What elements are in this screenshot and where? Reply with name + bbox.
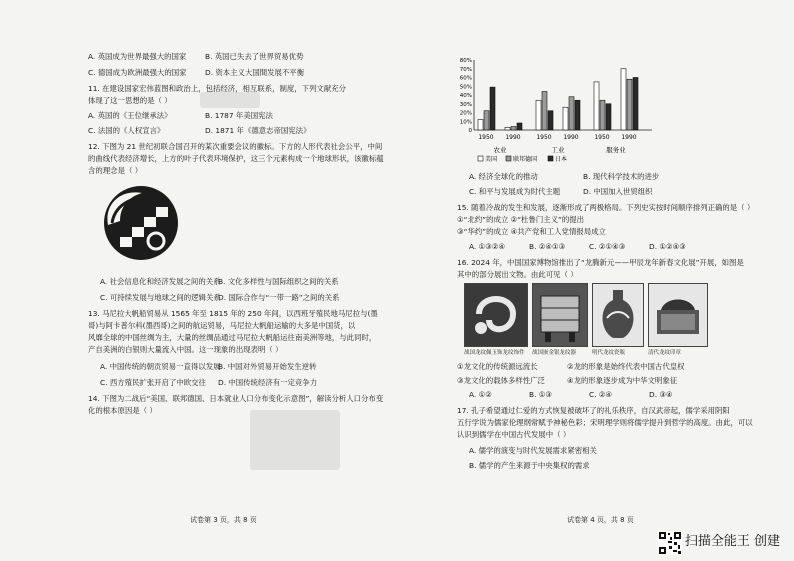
left-text-line: C. 可持续发展与地球之间的逻辑关系 bbox=[100, 293, 221, 302]
left-text-line: C. 法国的《人权宣言》 bbox=[88, 126, 165, 135]
bar-美国 bbox=[594, 82, 599, 130]
y-tick-label: 0 bbox=[468, 128, 472, 134]
bar-美国 bbox=[621, 69, 626, 130]
conference-logo bbox=[98, 183, 184, 263]
right-page-footer: 试卷第 4 页，共 8 页 bbox=[567, 516, 634, 524]
year-label: 1950 bbox=[594, 134, 610, 141]
artifact-image-seal bbox=[648, 283, 708, 347]
left-text-line: 化的根本原因是（ ） bbox=[88, 406, 157, 415]
right-text-line: C. ②④ bbox=[589, 390, 613, 399]
left-text-line: B. 中国对外贸易开始发生逆转 bbox=[218, 362, 317, 371]
scanner-watermark: 扫描全能王 创建 bbox=[684, 534, 780, 549]
y-tick-label: 70% bbox=[459, 66, 472, 73]
artifact-caption: 战国嵌金银龙纹器 bbox=[532, 350, 577, 356]
right-text-line: B. 儒学的产生来源于中央集权的需求 bbox=[469, 461, 590, 470]
right-text-line: 17. 孔子希望通过仁爱的方式恢复被破坏了的礼乐秩序，自汉武帝起，儒学采用阴阳 bbox=[457, 406, 730, 415]
right-text-line: 认识到儒学在中国古代发展中（ ） bbox=[457, 430, 571, 439]
left-text-line: D. 国际合作与“一带一路”之间的关系 bbox=[218, 293, 340, 302]
right-text-line: D. ①②④③ bbox=[649, 242, 686, 251]
y-tick-label: 30% bbox=[459, 101, 472, 108]
right-text-line: 16. 2024 年，中国国家博物馆推出了“龙腾新元——甲辰龙年新春文化展”开展，如图是 bbox=[457, 258, 744, 267]
group-label: 工业 bbox=[551, 146, 565, 154]
year-label: 1990 bbox=[621, 134, 637, 141]
year-label: 1990 bbox=[563, 134, 579, 141]
right-text-line: D. 中国加入世贸组织 bbox=[583, 187, 653, 196]
left-text-line: 产自美洲的白银则大量流入中国。这一现象的出现表明（ ） bbox=[88, 345, 283, 354]
right-text-line: 15. 随着冷战的发生和发展，逐渐形成了两极格局。下列史实按时间顺序排列正确的是（ ） bbox=[457, 203, 755, 212]
right-text-line: A. ①② bbox=[469, 390, 492, 399]
left-text-line: A. 英国成为世界最强大的国家 bbox=[88, 52, 187, 61]
artifact-image-jade bbox=[464, 283, 528, 347]
year-label: 1990 bbox=[505, 134, 521, 141]
bar-日本 bbox=[633, 78, 638, 131]
artifact-caption: 清代龙纹印章 bbox=[648, 350, 682, 356]
left-text-line: B. 1787 年美国宪法 bbox=[205, 111, 273, 120]
right-page bbox=[397, 0, 794, 561]
bar-日本 bbox=[490, 87, 495, 130]
left-text-line: 体现了这一思想的是（ ） bbox=[88, 96, 172, 105]
legend-swatch bbox=[478, 156, 483, 161]
left-text-line: 风靡全球的中国丝绸为主，大量的丝绸品通过马尼拉大帆船运往南美洲等地，与此同时， bbox=[88, 333, 377, 342]
right-text-line: D. ③④ bbox=[649, 390, 673, 399]
right-text-line: A. 经济全球化的推动 bbox=[469, 172, 538, 181]
right-text-line: ③“华约”的成立 ④共产党和工人党情报局成立 bbox=[457, 227, 606, 236]
left-text-line: A. 中国传统的朝贡贸易一直得以发展 bbox=[100, 362, 221, 371]
year-label: 1950 bbox=[478, 134, 494, 141]
bar-联邦德国 bbox=[542, 92, 547, 131]
y-tick-label: 50% bbox=[459, 84, 472, 91]
left-text-line: D. 中国传统经济有一定竞争力 bbox=[218, 378, 318, 387]
left-text-line: D. 1871 年《德意志帝国宪法》 bbox=[205, 126, 311, 135]
left-text-line: B. 文化多样性与国际组织之间的关系 bbox=[218, 277, 339, 286]
y-tick-label: 20% bbox=[459, 110, 472, 117]
y-tick-label: 40% bbox=[459, 93, 472, 99]
artifact-image-bronze bbox=[532, 283, 588, 347]
legend-label: 日本 bbox=[555, 156, 568, 162]
qr-code-icon bbox=[658, 531, 682, 555]
left-text-line: 12. 下图为 21 世纪初联合国召开的某次重要会议的徽标。下方的人形代表社会公平，中间 bbox=[88, 142, 383, 151]
right-text-line: ②龙的形象是始终代表中国古代皇权 bbox=[567, 362, 685, 371]
artifact-caption: 战国龙纹佩玉饰龙纹饰件 bbox=[464, 350, 525, 356]
bar-联邦德国 bbox=[600, 100, 605, 130]
group-label: 农业 bbox=[493, 146, 507, 154]
group-label: 服务业 bbox=[606, 146, 626, 154]
bar-联邦德国 bbox=[511, 127, 516, 131]
artifact-caption: 明代龙纹瓷瓶 bbox=[592, 350, 626, 356]
y-tick-label: 10% bbox=[459, 119, 472, 126]
left-text-line: A. 英国的《王位继承法》 bbox=[88, 111, 172, 120]
bar-日本 bbox=[517, 123, 522, 130]
bar-日本 bbox=[606, 104, 611, 130]
employment-bar-chart bbox=[452, 52, 652, 162]
year-label: 1950 bbox=[536, 134, 552, 141]
left-text-line: 13. 马尼拉大帆船贸易从 1565 年至 1815 年的 250 年间，以西班牙殖民地马尼拉与(墨 bbox=[88, 309, 378, 318]
right-text-line: 五行学说为儒家伦理纲常赋予神秘色彩；宋明理学则将儒学提升到哲学的高度。由此，可以 bbox=[457, 418, 753, 427]
left-text-line: D. 资本主义大国間发展不平衡 bbox=[205, 68, 305, 77]
bar-日本 bbox=[548, 111, 553, 130]
left-page-footer: 试卷第 3 页，共 8 页 bbox=[190, 516, 257, 524]
legend-label: 联邦德国 bbox=[513, 156, 538, 162]
bar-联邦德国 bbox=[627, 79, 632, 130]
right-text-line: C. ②①④③ bbox=[589, 242, 626, 251]
right-text-line: 其中的部分展出文物。由此可见（ ） bbox=[457, 270, 578, 279]
left-text-line: 哥)与阿卡普尔科(墨西哥)之间的航运贸易，马尼拉大帆船运输的大多是中国货，以 bbox=[88, 321, 356, 330]
left-text-line: 14. 下图为二战后“美国、联邦德国、日本就业人口分布变化示意图”，解读分析人口分布变 bbox=[88, 394, 384, 403]
legend-label: 美国 bbox=[485, 156, 498, 162]
left-text-line: A. 社会信息化和经济发展之间的关系 bbox=[100, 277, 221, 286]
right-text-line: ①龙文化的传统源远流长 bbox=[457, 362, 538, 371]
right-text-line: A. 儒学的演变与时代发展需求紧密相关 bbox=[469, 446, 597, 455]
left-text-line: 的曲线代表经济增长，上方的叶子代表环境保护，这三个元素构成一个地球形状，该徽标蕴 bbox=[88, 154, 384, 163]
right-text-line: B. 现代科学技术的进步 bbox=[583, 172, 660, 181]
left-text-line: C. 西方殖民扩张开启了中欧交往 bbox=[100, 378, 206, 387]
bar-日本 bbox=[575, 100, 580, 130]
right-text-line: ④龙的形象逐步成为中华文明象征 bbox=[567, 376, 678, 385]
right-text-line: ③龙文化的载体多样性广泛 bbox=[457, 376, 545, 385]
left-text-line: 含的理念是（ ） bbox=[88, 166, 143, 175]
right-text-line: B. ②④①③ bbox=[529, 242, 566, 251]
bar-联邦德国 bbox=[484, 111, 489, 130]
bar-美国 bbox=[505, 127, 510, 130]
right-text-line: B. ①③ bbox=[529, 390, 553, 399]
legend-swatch bbox=[506, 156, 511, 161]
right-text-line: ①“北约”的成立 ②“杜鲁门主义”的提出 bbox=[457, 215, 584, 224]
bar-美国 bbox=[563, 107, 568, 130]
left-text-line: B. 英国已失去了世界贸易优势 bbox=[205, 52, 304, 61]
y-tick-label: 80% bbox=[459, 58, 472, 64]
right-text-line: C. 和平与发展成为时代主题 bbox=[469, 187, 561, 196]
left-text-line: C. 德国成为欧洲最强大的国家 bbox=[88, 68, 187, 77]
y-tick-label: 60% bbox=[459, 75, 472, 82]
bar-美国 bbox=[478, 120, 483, 131]
right-text-line: A. ①③②④ bbox=[469, 242, 506, 251]
left-text-line: 11. 在建设国家宏伟蓝图和政治上，包括经济，相互联系，制度，下列文献充分 bbox=[88, 84, 346, 93]
bar-联邦德国 bbox=[569, 97, 574, 130]
legend-swatch bbox=[548, 156, 553, 161]
artifact-image-vase bbox=[592, 283, 644, 347]
bar-美国 bbox=[536, 100, 541, 130]
